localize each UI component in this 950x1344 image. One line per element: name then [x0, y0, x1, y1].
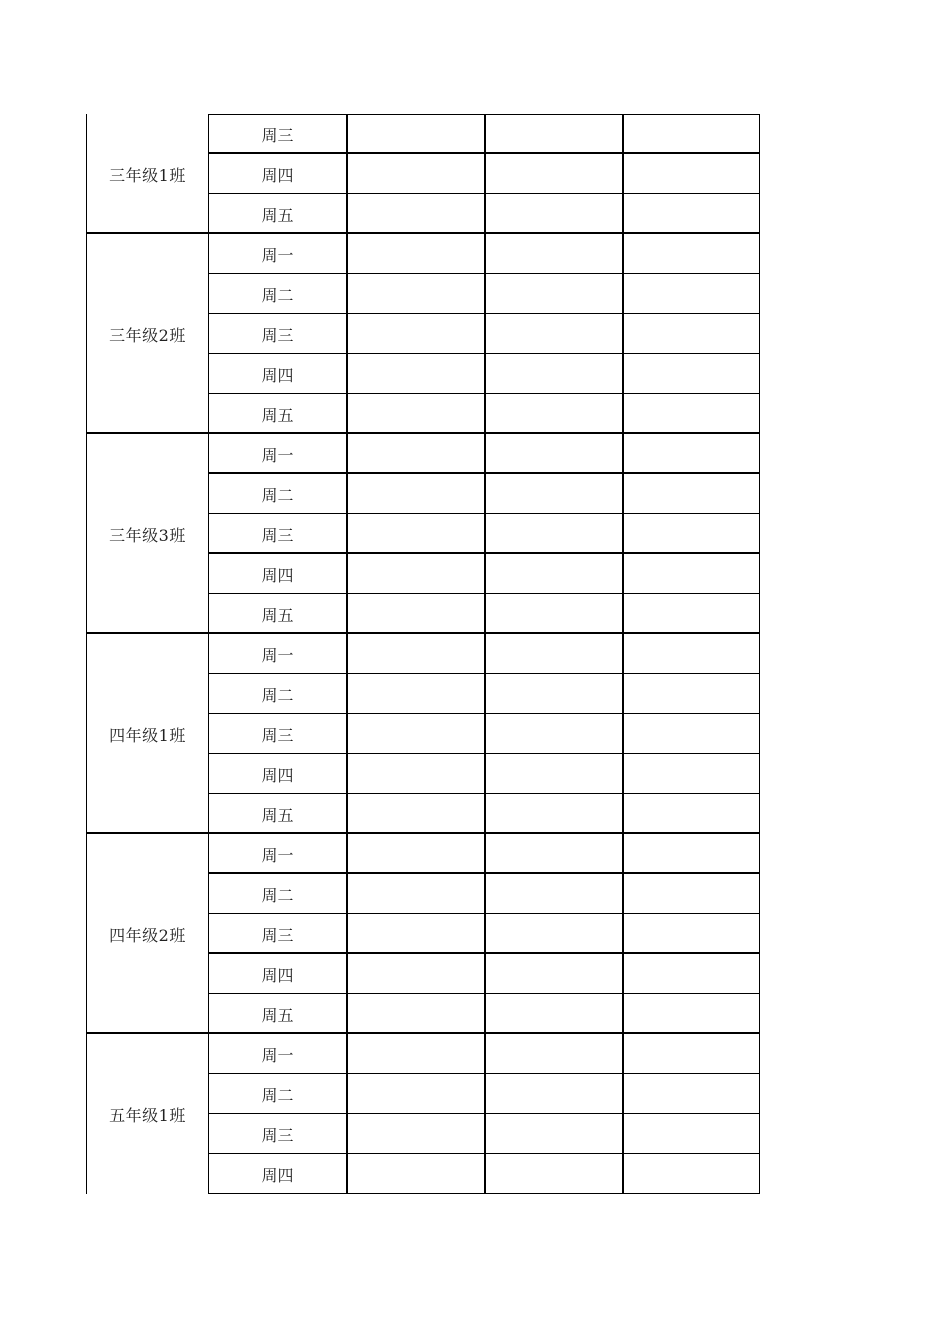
schedule-entry-cell[interactable]: [346, 794, 484, 834]
schedule-entry-cell[interactable]: [622, 1074, 760, 1114]
schedule-entry-cell[interactable]: [622, 954, 760, 994]
schedule-entry-cell[interactable]: [622, 1034, 760, 1074]
schedule-entry-cell[interactable]: [346, 954, 484, 994]
table-row: [208, 914, 760, 954]
schedule-entry-cell[interactable]: [484, 634, 622, 674]
schedule-entry-cell[interactable]: [484, 274, 622, 314]
schedule-entry-cell[interactable]: [622, 754, 760, 794]
weekday-cell: 周四: [208, 354, 346, 394]
table-row: [208, 874, 760, 914]
row-divider: [208, 1193, 760, 1194]
schedule-entry-cell[interactable]: [484, 234, 622, 274]
weekday-cell: 周五: [208, 194, 346, 234]
schedule-entry-cell[interactable]: [484, 194, 622, 234]
table-row: [208, 594, 760, 634]
class-schedule-table: [86, 114, 760, 1192]
table-row: [208, 234, 760, 274]
schedule-entry-cell[interactable]: [484, 874, 622, 914]
table-row: [208, 714, 760, 754]
schedule-entry-cell[interactable]: [346, 114, 484, 154]
schedule-entry-cell[interactable]: [484, 474, 622, 514]
schedule-entry-cell[interactable]: [622, 114, 760, 154]
table-row: [208, 954, 760, 994]
schedule-entry-cell[interactable]: [484, 114, 622, 154]
schedule-entry-cell[interactable]: [346, 354, 484, 394]
weekday-cell: 周四: [208, 954, 346, 994]
weekday-cell: 周一: [208, 434, 346, 474]
class-block: [86, 234, 760, 434]
weekday-cell: 周四: [208, 554, 346, 594]
schedule-entry-cell[interactable]: [484, 754, 622, 794]
schedule-entry-cell[interactable]: [346, 994, 484, 1034]
weekday-cell: 周五: [208, 994, 346, 1034]
weekday-cell: 周二: [208, 274, 346, 314]
schedule-entry-cell[interactable]: [346, 714, 484, 754]
schedule-entry-cell[interactable]: [346, 194, 484, 234]
schedule-entry-cell[interactable]: [622, 274, 760, 314]
class-name-label: 五年级1班: [86, 1034, 208, 1194]
schedule-entry-cell[interactable]: [622, 1154, 760, 1194]
schedule-entry-cell[interactable]: [346, 554, 484, 594]
schedule-entry-cell[interactable]: [622, 874, 760, 914]
schedule-entry-cell[interactable]: [484, 714, 622, 754]
schedule-entry-cell[interactable]: [622, 154, 760, 194]
table-row: [208, 554, 760, 594]
schedule-entry-cell[interactable]: [346, 274, 484, 314]
table-row: [208, 994, 760, 1034]
schedule-entry-cell[interactable]: [484, 1114, 622, 1154]
schedule-entry-cell[interactable]: [346, 1154, 484, 1194]
weekday-cell: 周一: [208, 634, 346, 674]
schedule-entry-cell[interactable]: [484, 1034, 622, 1074]
schedule-entry-cell[interactable]: [346, 874, 484, 914]
schedule-entry-cell[interactable]: [346, 674, 484, 714]
schedule-entry-cell[interactable]: [346, 634, 484, 674]
table-row: [208, 634, 760, 674]
schedule-entry-cell[interactable]: [484, 154, 622, 194]
schedule-entry-cell[interactable]: [622, 514, 760, 554]
weekday-cell: 周一: [208, 1034, 346, 1074]
schedule-entry-cell[interactable]: [622, 994, 760, 1034]
weekday-cell: 周四: [208, 1154, 346, 1194]
class-block: [86, 1034, 760, 1194]
schedule-entry-cell[interactable]: [622, 194, 760, 234]
schedule-entry-cell[interactable]: [484, 434, 622, 474]
schedule-entry-cell[interactable]: [484, 1154, 622, 1194]
schedule-entry-cell[interactable]: [484, 914, 622, 954]
schedule-entry-cell[interactable]: [484, 554, 622, 594]
class-block: [86, 114, 760, 234]
schedule-entry-cell[interactable]: [346, 1074, 484, 1114]
table-row: [208, 274, 760, 314]
schedule-entry-cell[interactable]: [346, 1034, 484, 1074]
weekday-cell: 周一: [208, 834, 346, 874]
schedule-entry-cell[interactable]: [622, 434, 760, 474]
weekday-cell: 周五: [208, 794, 346, 834]
weekday-cell: 周五: [208, 594, 346, 634]
table-row: [208, 1154, 760, 1194]
schedule-entry-cell[interactable]: [622, 554, 760, 594]
weekday-cell: 周三: [208, 1114, 346, 1154]
table-row: [208, 674, 760, 714]
weekday-cell: 周四: [208, 154, 346, 194]
schedule-entry-cell[interactable]: [484, 954, 622, 994]
schedule-entry-cell[interactable]: [622, 394, 760, 434]
class-name-label: 四年级2班: [86, 834, 208, 1034]
schedule-entry-cell[interactable]: [484, 994, 622, 1034]
table-row: [208, 834, 760, 874]
schedule-entry-cell[interactable]: [346, 154, 484, 194]
table-row: [208, 1114, 760, 1154]
schedule-entry-cell[interactable]: [346, 834, 484, 874]
schedule-entry-cell[interactable]: [346, 594, 484, 634]
schedule-entry-cell[interactable]: [622, 714, 760, 754]
schedule-entry-cell[interactable]: [622, 1114, 760, 1154]
table-row: [208, 794, 760, 834]
schedule-entry-cell[interactable]: [622, 314, 760, 354]
table-row: [208, 154, 760, 194]
schedule-entry-cell[interactable]: [346, 514, 484, 554]
schedule-entry-cell[interactable]: [484, 394, 622, 434]
schedule-entry-cell[interactable]: [346, 434, 484, 474]
schedule-entry-cell[interactable]: [622, 634, 760, 674]
class-name-label: 三年级2班: [86, 234, 208, 434]
weekday-cell: 周三: [208, 514, 346, 554]
schedule-entry-cell[interactable]: [484, 314, 622, 354]
schedule-entry-cell[interactable]: [622, 594, 760, 634]
class-name-label: 四年级1班: [86, 634, 208, 834]
weekday-cell: 周一: [208, 234, 346, 274]
class-name-label: 三年级1班: [86, 114, 208, 234]
schedule-entry-cell[interactable]: [346, 394, 484, 434]
weekday-cell: 周三: [208, 314, 346, 354]
table-row: [208, 314, 760, 354]
weekday-cell: 周二: [208, 474, 346, 514]
weekday-cell: 周二: [208, 674, 346, 714]
weekday-cell: 周三: [208, 714, 346, 754]
schedule-entry-cell[interactable]: [622, 674, 760, 714]
schedule-entry-cell[interactable]: [346, 754, 484, 794]
table-row: [208, 394, 760, 434]
schedule-entry-cell[interactable]: [484, 594, 622, 634]
weekday-cell: 周三: [208, 114, 346, 154]
schedule-entry-cell[interactable]: [622, 834, 760, 874]
table-row: [208, 434, 760, 474]
schedule-entry-cell[interactable]: [484, 1074, 622, 1114]
schedule-entry-cell[interactable]: [346, 1114, 484, 1154]
table-row: [208, 474, 760, 514]
weekday-cell: 周二: [208, 1074, 346, 1114]
class-block: [86, 434, 760, 634]
weekday-cell: 周二: [208, 874, 346, 914]
weekday-cell: 周五: [208, 394, 346, 434]
schedule-entry-cell[interactable]: [484, 354, 622, 394]
schedule-entry-cell[interactable]: [484, 834, 622, 874]
schedule-entry-cell[interactable]: [622, 234, 760, 274]
schedule-entry-cell[interactable]: [622, 914, 760, 954]
table-row: [208, 1034, 760, 1074]
table-row: [208, 354, 760, 394]
schedule-entry-cell[interactable]: [484, 514, 622, 554]
schedule-entry-cell[interactable]: [622, 794, 760, 834]
schedule-entry-cell[interactable]: [346, 234, 484, 274]
table-row: [208, 1074, 760, 1114]
schedule-entry-cell[interactable]: [622, 354, 760, 394]
schedule-entry-cell[interactable]: [484, 794, 622, 834]
table-row: [208, 754, 760, 794]
schedule-entry-cell[interactable]: [346, 474, 484, 514]
weekday-cell: 周三: [208, 914, 346, 954]
class-name-label: 三年级3班: [86, 434, 208, 634]
table-row: [208, 194, 760, 234]
schedule-entry-cell[interactable]: [346, 914, 484, 954]
schedule-entry-cell[interactable]: [622, 474, 760, 514]
table-row: [208, 114, 760, 154]
class-block: [86, 634, 760, 834]
schedule-entry-cell[interactable]: [484, 674, 622, 714]
table-row: [208, 514, 760, 554]
weekday-cell: 周四: [208, 754, 346, 794]
class-block: [86, 834, 760, 1034]
schedule-entry-cell[interactable]: [346, 314, 484, 354]
